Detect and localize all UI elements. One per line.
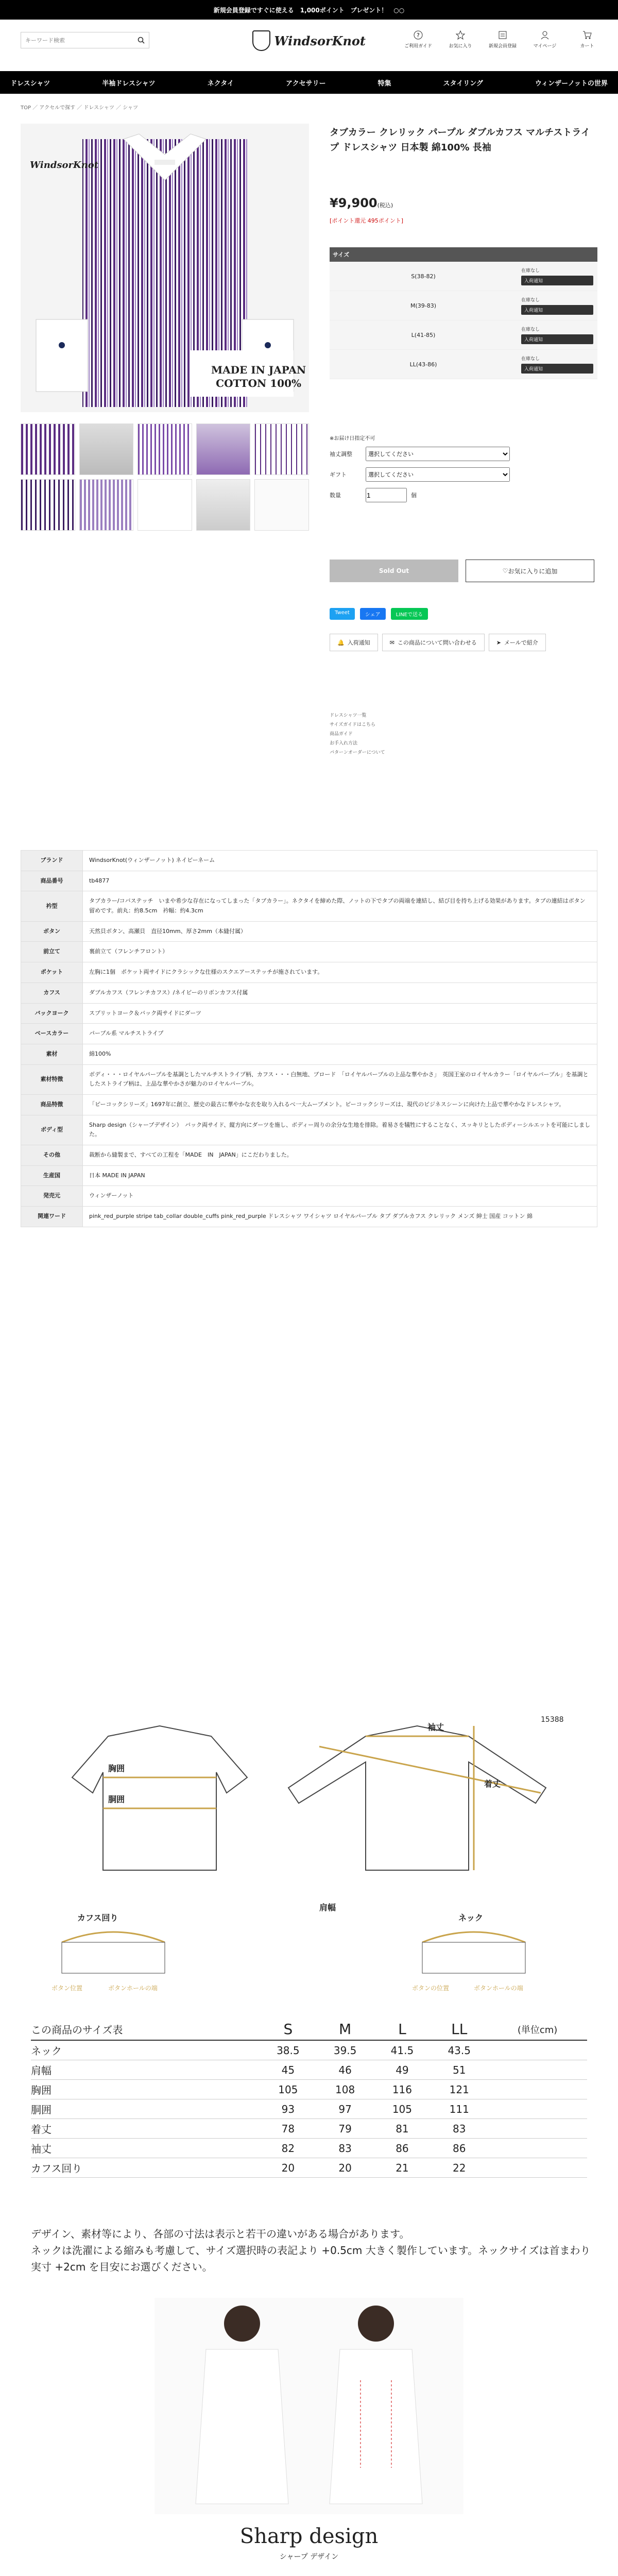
- spec-value: ウィンザーノット: [83, 1186, 597, 1207]
- measurement-svg: [31, 1716, 587, 2009]
- size-chart-row: [31, 2158, 587, 2178]
- thumbnail[interactable]: [21, 423, 75, 475]
- stock-text: 在庫なし: [521, 298, 540, 303]
- thumbnail[interactable]: [79, 423, 134, 475]
- guide-link[interactable]: サイズガイドはこちら: [330, 722, 376, 727]
- spec-value: パープル系 マルチストライプ: [83, 1024, 597, 1044]
- spec-value: スプリットヨーク＆バック両サイドにダーツ: [83, 1003, 597, 1024]
- spec-value: 裁断から縫製まで、すべての工程を「MADE IN JAPAN」にこだわりました。: [83, 1145, 597, 1166]
- bell-icon: 🔔: [337, 639, 345, 646]
- spacer: [488, 2099, 587, 2119]
- notify-button[interactable]: 入荷通知: [521, 305, 593, 315]
- thumbnail-grid: [21, 423, 309, 531]
- guide-link[interactable]: お手入れ方法: [330, 741, 358, 746]
- size-chart-title: この商品のサイズ表: [31, 2019, 260, 2040]
- measure-value: 116: [374, 2080, 431, 2099]
- thumbnail[interactable]: [138, 479, 192, 531]
- measure-value: 79: [317, 2119, 374, 2139]
- soldout-button[interactable]: Sold Out: [330, 560, 458, 582]
- measure-name: 袖丈: [31, 2139, 260, 2158]
- inquiry-text: この商品について問い合わせる: [397, 639, 477, 646]
- size-stock: [517, 320, 597, 350]
- shoulder-label: 肩幅: [319, 1903, 336, 1912]
- options-note: ※お届け日指定不可: [330, 436, 375, 442]
- mypage-icon[interactable]: [529, 30, 560, 49]
- nav-accessory[interactable]: アクセサリー: [285, 79, 326, 88]
- measure-name: 胸囲: [31, 2080, 260, 2099]
- measure-value: 43.5: [431, 2040, 488, 2060]
- measure-value: 121: [431, 2080, 488, 2099]
- action-buttons: [330, 634, 597, 651]
- spec-value: 日本 MADE IN JAPAN: [83, 1165, 597, 1186]
- notify-button[interactable]: 入荷通知: [521, 276, 593, 285]
- measure-value: 97: [317, 2099, 374, 2119]
- spec-row: [21, 921, 597, 942]
- notify-text: 入荷通知: [347, 639, 370, 646]
- spacer: [488, 2080, 587, 2099]
- guide-link[interactable]: パターンオーダーについて: [330, 750, 385, 755]
- spec-row: [21, 1145, 597, 1166]
- spec-key: ブランド: [21, 851, 83, 871]
- measure-value: 21: [374, 2158, 431, 2178]
- body-length-label: 着丈: [484, 1779, 501, 1789]
- spec-row: [21, 1003, 597, 1024]
- nav-necktie[interactable]: ネクタイ: [207, 79, 234, 88]
- spec-value: Sharp design（シャープデザイン） バック両サイド、縦方向にダーツを施し、ボディー周りの余分な生地を排除。着易さを犠牲にすることなく、スッキリとしたボディーシルエットを可能にしました。: [83, 1115, 597, 1145]
- nav-world[interactable]: ウィンザーノットの世界: [535, 79, 608, 88]
- made-in-japan-label: MADE IN JAPAN COTTON 100%: [211, 364, 306, 389]
- measure-value: 93: [260, 2099, 317, 2119]
- breadcrumb[interactable]: TOP ／ アクセルで探す ／ ドレスシャツ ／ シャツ: [21, 105, 139, 111]
- spec-key: 関連ワード: [21, 1207, 83, 1227]
- spec-value: ダブルカフス（フレンチカフス）/ネイビーのリボンカフス付属: [83, 982, 597, 1003]
- nav-feature[interactable]: 特集: [377, 79, 391, 88]
- register-icon[interactable]: [487, 30, 518, 49]
- spec-key: 生産国: [21, 1165, 83, 1186]
- spec-row: [21, 1115, 597, 1145]
- thumbnail[interactable]: [21, 479, 75, 531]
- diagram-number: 15388: [541, 1716, 564, 1724]
- notify-button[interactable]: 入荷通知: [521, 364, 593, 374]
- size-col: S: [260, 2019, 317, 2040]
- sharp-design-section: [0, 2524, 618, 2576]
- model-illustration: [154, 2298, 464, 2514]
- spec-row: [21, 1186, 597, 1207]
- size-stock: [517, 350, 597, 379]
- nav-short-sleeve[interactable]: 半袖ドレスシャツ: [102, 79, 156, 88]
- spec-key: ボタン: [21, 921, 83, 942]
- measure-value: 49: [374, 2060, 431, 2080]
- measure-value: 81: [374, 2119, 431, 2139]
- size-chart-row: [31, 2099, 587, 2119]
- note-line: ネックは洗濯による縮みも考慮して、サイズ選択時の表記より +0.5cm 大きく製作しています。ネックサイズは首まわり実寸 +2cm を目安にお選びください。: [31, 2244, 591, 2273]
- qty-unit: 個: [411, 492, 417, 499]
- heart-icon: ♡: [502, 567, 508, 574]
- spacer: [488, 2158, 587, 2178]
- thumbnail[interactable]: [79, 479, 134, 531]
- mail-icon: ✉: [389, 639, 394, 646]
- stock-text: 在庫なし: [521, 268, 540, 274]
- measure-value: 20: [317, 2158, 374, 2178]
- buttonhole-label: ボタンホールの端: [108, 1985, 158, 1992]
- waist-label: 胴囲: [108, 1794, 125, 1804]
- send-icon: ➤: [496, 639, 501, 646]
- size-header: サイズ: [330, 247, 597, 262]
- size-chart-row: [31, 2080, 587, 2099]
- measure-value: 78: [260, 2119, 317, 2139]
- spec-row: [21, 1024, 597, 1044]
- sharp-title: Sharp design: [239, 2524, 379, 2548]
- main-nav: [0, 71, 618, 94]
- spec-key: 商品特徴: [21, 1094, 83, 1115]
- options-panel: [330, 434, 597, 509]
- add-favorite-button[interactable]: [466, 560, 594, 582]
- guide-links: [330, 711, 385, 757]
- spec-value: 裏前立て（フレンチフロント）: [83, 942, 597, 962]
- notify-button[interactable]: 入荷通知: [521, 334, 593, 344]
- measure-value: 22: [431, 2158, 488, 2178]
- svg-text:?: ?: [417, 32, 420, 39]
- line-button[interactable]: LINEで送る: [391, 608, 428, 620]
- neck-label: ネック: [458, 1913, 484, 1923]
- neck-button-label: ボタンの位置: [412, 1985, 450, 1992]
- size-label: M(39-83): [330, 291, 517, 320]
- gift-label: ギフト: [330, 471, 347, 478]
- nav-dress-shirt[interactable]: ドレスシャツ: [10, 79, 50, 88]
- inquiry-button[interactable]: [382, 634, 485, 651]
- promo-text: 新規会員登録ですぐに使える 1,000ポイント プレゼント！ ○○: [213, 6, 405, 14]
- logo-text: WindsorKnot: [274, 33, 366, 48]
- sharp-description: [0, 2574, 618, 2576]
- register-label: 新規会員登録: [488, 44, 517, 49]
- sleeve-length-label: 袖丈: [427, 1722, 444, 1732]
- search-box[interactable]: [21, 32, 149, 48]
- spec-table: [21, 850, 597, 1227]
- social-buttons: [330, 608, 428, 620]
- neck-buttonhole-label: ボタンホールの端: [474, 1985, 523, 1992]
- spec-row: [21, 982, 597, 1003]
- product-title: タブカラー クレリック パープル ダブルカフス マルチストライプ ドレスシャツ 日本製 綿100% 長袖: [330, 127, 590, 153]
- spec-key: ポケット: [21, 962, 83, 983]
- spacer: [488, 2119, 587, 2139]
- cart-label: カート: [580, 44, 594, 49]
- cuff-label: カフス回り: [77, 1913, 118, 1923]
- spec-value: 綿100%: [83, 1044, 597, 1064]
- spec-key: 前立て: [21, 942, 83, 962]
- tweet-button[interactable]: Tweet: [330, 608, 355, 620]
- size-label: L(41-85): [330, 320, 517, 350]
- measure-value: 105: [260, 2080, 317, 2099]
- measure-value: 51: [431, 2060, 488, 2080]
- spacer: [488, 2139, 587, 2158]
- product-points: [ポイント還元 495ポイント]: [330, 217, 404, 224]
- size-col: L: [374, 2019, 431, 2040]
- model-photos: [154, 2298, 464, 2514]
- guide-label: ご利用ガイド: [404, 44, 432, 49]
- product-price: [330, 196, 393, 210]
- size-chart-row: [31, 2139, 587, 2158]
- note-line: デザイン、素材等により、各部の寸法は表示と若干の違いがある場合があります。: [31, 2228, 410, 2240]
- size-col: M: [317, 2019, 374, 2040]
- thumbnail[interactable]: [196, 423, 251, 475]
- measure-value: 39.5: [317, 2040, 374, 2060]
- measure-value: 86: [374, 2139, 431, 2158]
- measure-value: 41.5: [374, 2040, 431, 2060]
- stock-text: 在庫なし: [521, 327, 540, 332]
- favorite-text: お気に入りに追加: [508, 567, 558, 575]
- size-chart-header: [31, 2019, 587, 2040]
- size-chart-row: [31, 2060, 587, 2080]
- measure-name: 着丈: [31, 2119, 260, 2139]
- site-header: [0, 20, 618, 71]
- mail-share-button[interactable]: [489, 634, 546, 651]
- spec-row: [21, 891, 597, 921]
- spec-key: 素材: [21, 1044, 83, 1064]
- spec-key: バックヨーク: [21, 1003, 83, 1024]
- spec-value: pink_red_purple stripe tab_collar double_cuffs pink_red_purple ドレスシャツ ワイシャツ ロイヤルパープル タブ ダブルカフス クレリック メンズ 紳士 国産 コットン 綿: [83, 1207, 597, 1227]
- size-col: LL: [431, 2019, 488, 2040]
- spec-key: 商品番号: [21, 871, 83, 891]
- quantity-input[interactable]: [366, 488, 407, 502]
- measure-value: 45: [260, 2060, 317, 2080]
- favorite-label: お気に入り: [449, 44, 472, 49]
- sharp-kana: シャープ デザイン: [279, 2553, 339, 2561]
- spec-value: tb4877: [83, 871, 597, 891]
- spec-value: 「ピーコックシリーズ」1697年に創立、歴史の最古に華やかな衣を取り入れるべ一大ムーブメント。ピーコックシリーズは、現代のビジネスシーンに向けた上品で華やかなドレスシャツ。: [83, 1094, 597, 1115]
- nav-styling[interactable]: スタイリング: [443, 79, 483, 88]
- header-icons: [403, 30, 603, 49]
- promo-topbar[interactable]: [0, 0, 618, 20]
- notify-stock-button[interactable]: [330, 634, 378, 651]
- mail-text: メールで紹介: [504, 639, 538, 646]
- measure-value: 111: [431, 2099, 488, 2119]
- size-stock: [517, 262, 597, 291]
- spec-key: ボディ型: [21, 1115, 83, 1145]
- measure-value: 20: [260, 2158, 317, 2178]
- measure-value: 83: [431, 2119, 488, 2139]
- size-table: [330, 247, 597, 379]
- mypage-label: マイページ: [533, 44, 557, 49]
- guide-link[interactable]: ドレスシャツ一覧: [330, 713, 367, 718]
- spec-row: [21, 851, 597, 871]
- size-chart: [31, 2019, 587, 2178]
- spec-value: 左胸に1個 ポケット両サイドにクラシックな仕様のスクエアーステッチが施されています。: [83, 962, 597, 983]
- search-input[interactable]: [25, 37, 138, 44]
- size-stock: [517, 291, 597, 320]
- measure-name: 肩幅: [31, 2060, 260, 2080]
- cart-icon[interactable]: [572, 30, 603, 49]
- measure-value: 86: [431, 2139, 488, 2158]
- size-note: [31, 2226, 597, 2275]
- site-logo[interactable]: [252, 28, 366, 54]
- thumbnail[interactable]: [138, 423, 192, 475]
- size-label: S(38-82): [330, 262, 517, 291]
- spec-row: [21, 942, 597, 962]
- search-icon[interactable]: [138, 37, 145, 44]
- spec-row: [21, 1094, 597, 1115]
- thumbnail[interactable]: [254, 479, 309, 531]
- sleeve-select[interactable]: [366, 447, 510, 461]
- size-chart-row: [31, 2119, 587, 2139]
- size-chart-row: [31, 2040, 587, 2060]
- measurement-diagram: [31, 1716, 587, 2009]
- favorite-icon[interactable]: [445, 30, 476, 49]
- spec-key: カフス: [21, 982, 83, 1003]
- image-logo: WindsorKnot: [30, 160, 99, 171]
- spec-row: [21, 1064, 597, 1094]
- measure-value: 38.5: [260, 2040, 317, 2060]
- stock-text: 在庫なし: [521, 357, 540, 362]
- measure-name: 胴囲: [31, 2099, 260, 2119]
- size-row: [330, 262, 597, 291]
- share-button[interactable]: シェア: [360, 608, 386, 620]
- measure-value: 105: [374, 2099, 431, 2119]
- thumbnail[interactable]: [254, 423, 309, 475]
- spec-row: [21, 962, 597, 983]
- button-pos-label: ボタン位置: [52, 1985, 83, 1992]
- gift-select[interactable]: [366, 467, 510, 482]
- spacer: [488, 2040, 587, 2060]
- measure-name: ネック: [31, 2040, 260, 2060]
- spec-row: [21, 1044, 597, 1064]
- sleeve-label: 袖丈調整: [330, 451, 352, 457]
- qty-label: 数量: [330, 492, 341, 499]
- size-row: [330, 320, 597, 350]
- spec-key: 衿型: [21, 891, 83, 921]
- spec-key: その他: [21, 1145, 83, 1166]
- spec-value: タブカラー/コバステッチ いまや希少な存在になってしまった「タブカラー」。ネクタイを締めた際、ノットの下でタブの両端を連結し、結び目を持ち上げる効果があります。タブの連結はボタン留めです。前丸：約8.5cm 衿幅：約4.3cm: [83, 891, 597, 921]
- measure-value: 83: [317, 2139, 374, 2158]
- size-row: [330, 291, 597, 320]
- thumbnail[interactable]: [196, 479, 251, 531]
- spacer: [488, 2060, 587, 2080]
- chest-label: 胸囲: [108, 1764, 125, 1773]
- spec-row: [21, 1165, 597, 1186]
- measure-value: 108: [317, 2080, 374, 2099]
- spec-value: WindsorKnot(ウィンザーノット) ネイビーネーム: [83, 851, 597, 871]
- spec-key: ベースカラー: [21, 1024, 83, 1044]
- spec-value: ボディ・・・ロイヤルパープルを基調としたマルチストライプ柄、カフス・・・白無地、ブロード 「ロイヤルパープルの上品な華やかさ」 英国王室のロイヤルカラー「ロイヤルパープル」を基調としたストライプ柄は、上品な華やかさが魅力のロイヤルパープル。: [83, 1064, 597, 1094]
- size-label: LL(43-86): [330, 350, 517, 379]
- price-value: ¥9,900: [330, 196, 377, 210]
- spec-key: 素材特徴: [21, 1064, 83, 1094]
- product-main-image[interactable]: [21, 124, 309, 412]
- spec-value: 天然貝ボタン、高瀬貝 直径10mm、厚さ2mm（本縫付属）: [83, 921, 597, 942]
- price-tax: (税込): [377, 202, 393, 209]
- measure-value: 82: [260, 2139, 317, 2158]
- spec-key: 発売元: [21, 1186, 83, 1207]
- purchase-buttons: [330, 560, 597, 582]
- guide-icon[interactable]: [403, 30, 434, 49]
- guide-link[interactable]: 商品ガイド: [330, 732, 353, 737]
- spec-row: [21, 871, 597, 891]
- size-row: [330, 350, 597, 379]
- measure-value: 46: [317, 2060, 374, 2080]
- unit-label: (単位cm): [488, 2019, 587, 2040]
- crest-icon: [252, 30, 270, 51]
- measure-name: カフス回り: [31, 2158, 260, 2178]
- spec-row: [21, 1207, 597, 1227]
